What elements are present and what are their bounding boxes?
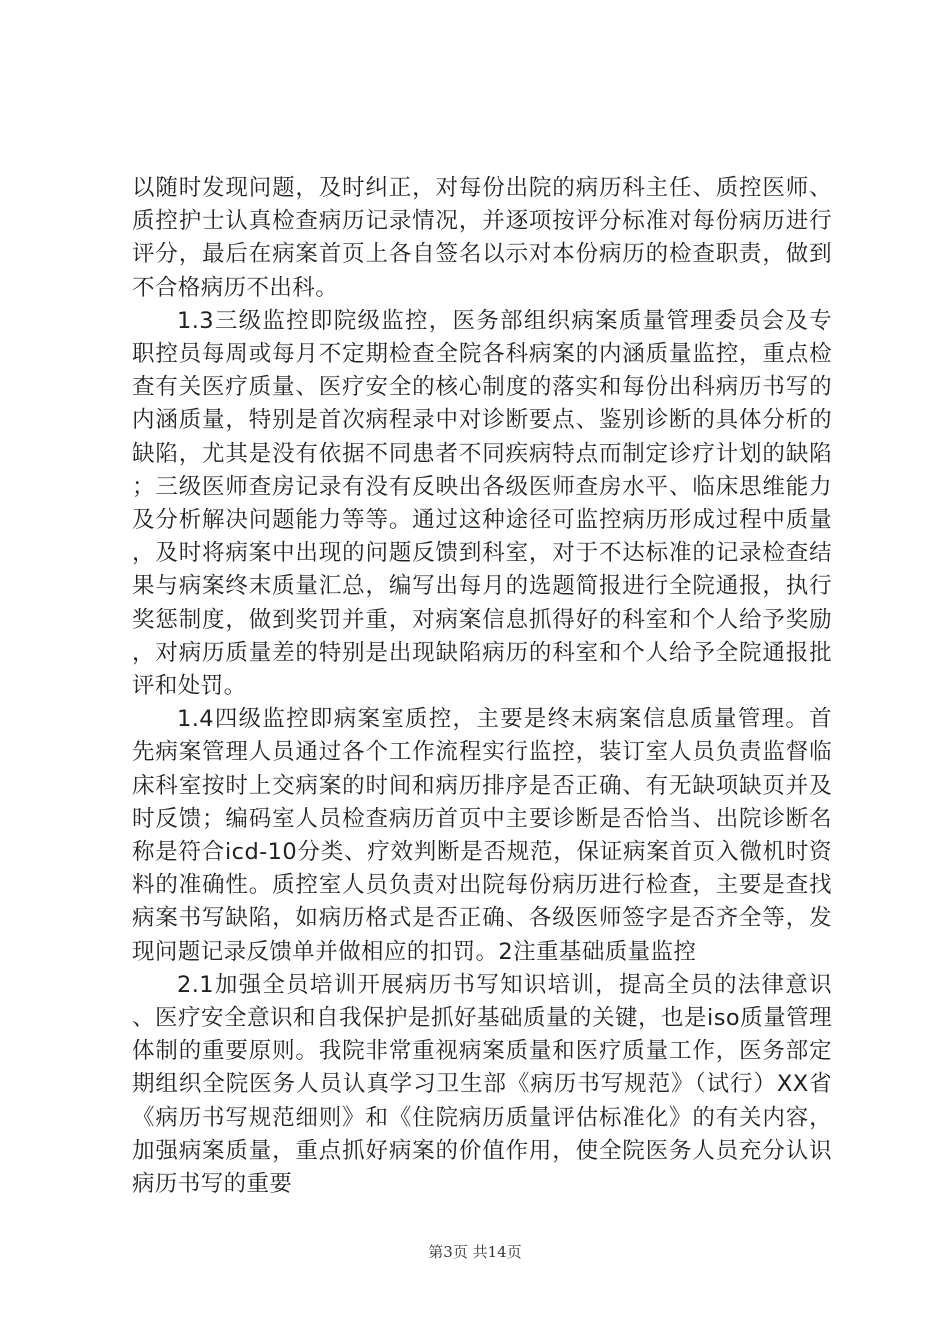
paragraph-1-4-level-four-monitoring: 1.4四级监控即病案室质控，主要是终末病案信息质量管理。首先病案管理人员通过各个工作流程实行监控，装订室人员负责监督临床科室按时上交病案的时间和病历排序是否正确、有无缺项缺页并及时反馈；编码室人员检查病历首页中主要诊断是否恰当、出院诊断名称是符合icd-10分类、疗效判断是否规范，保证病案首页入微机时资料的准确性。质控室人员负责对出院每份病历进行检查，主要是查找病案书写缺陷，如病历格式是否正确、各级医师签字是否齐全等，发现问题记录反馈单并做相应的扣罚。2注重基础质量监控	[132, 706, 832, 965]
page-number-footer: 第3页 共14页	[428, 1243, 522, 1261]
paragraph-continuation: 以随时发现问题，及时纠正，对每份出院的病历科主任、质控医师、质控护士认真检查病历记录情况，并逐项按评分标准对每份病历进行评分，最后在病案首页上各自签名以示对本份病历的检查职责，做到不合格病历不出科。	[132, 175, 832, 301]
paragraph-2-1-staff-training: 2.1加强全员培训开展病历书写知识培训，提高全员的法律意识、医疗安全意识和自我保护是抓好基础质量的关键，也是iso质量管理体制的重要原则。我院非常重视病案质量和医疗质量工作，医务部定期组织全院医务人员认真学习卫生部《病历书写规范》（试行）XX省《病历书写规范细则》和《住院病历质量评估标准化》的有关内容，加强病案质量，重点抓好病案的价值作用，使全院医务人员充分认识病历书写的重要	[132, 971, 832, 1198]
paragraph-1-3-level-three-monitoring: 1.3三级监控即院级监控，医务部组织病案质量管理委员会及专职控员每周或每月不定期检查全院各科病案的内涵质量监控，重点检查有关医疗质量、医疗安全的核心制度的落实和每份出科病历书写的内涵质量，特别是首次病程录中对诊断要点、鉴别诊断的具体分析的缺陷，尤其是没有依据不同患者不同疾病特点而制定诊疗计划的缺陷；三级医师查房记录有没有反映出各级医师查房水平、临床思维能力及分析解决问题能力等等。通过这种途径可监控病历形成过程中质量，及时将病案中出现的问题反馈到科室，对于不达标准的记录检查结果与病案终末质量汇总，编写出每月的选题简报进行全院通报，执行奖惩制度，做到奖罚并重，对病案信息抓得好的科室和个人给予奖励，对病历质量差的特别是出现缺陷病历的科室和个人给予全院通报批评和处罚。	[132, 307, 832, 700]
document-body	[132, 172, 832, 1201]
